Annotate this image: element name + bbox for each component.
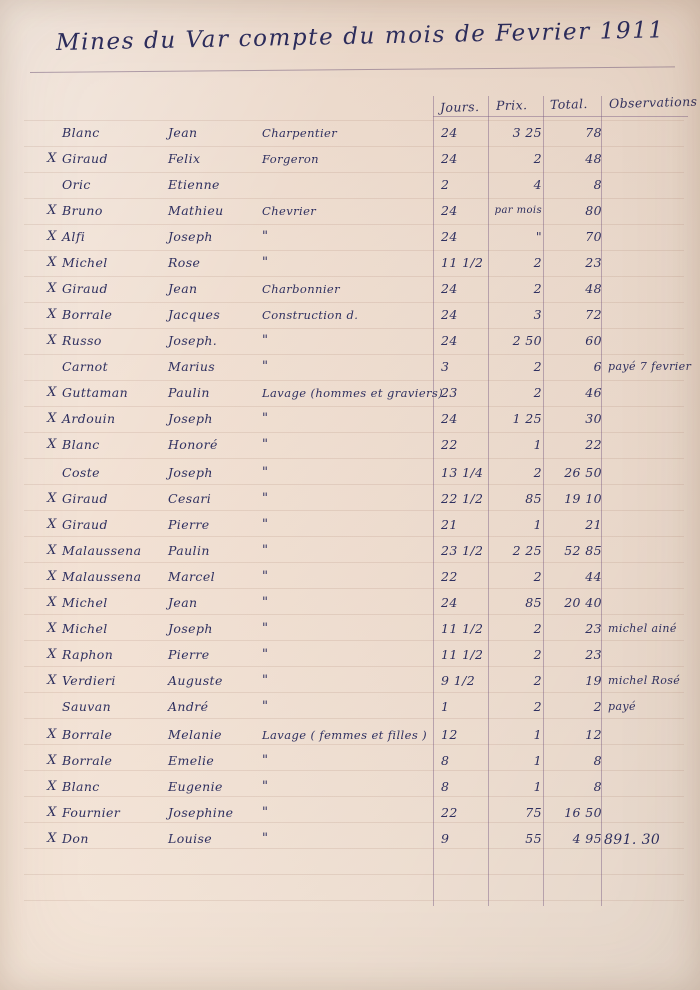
page-title: Mines du Var compte du mois de Fevrier 1911 xyxy=(55,17,665,56)
row-check-mark: X xyxy=(47,437,57,452)
row-price: 4 xyxy=(533,177,542,192)
row-last-name: Russo xyxy=(62,333,102,348)
row-check-mark: X xyxy=(47,307,57,322)
row-price: par mois xyxy=(494,205,542,216)
row-check-mark: X xyxy=(47,727,57,742)
row-check-mark: X xyxy=(47,673,57,688)
table-row xyxy=(0,832,700,858)
table-row xyxy=(0,308,700,334)
row-job: " xyxy=(262,647,269,662)
row-last-name: Michel xyxy=(62,595,108,610)
row-first-name: Honoré xyxy=(168,437,218,452)
row-first-name: Cesari xyxy=(168,491,212,506)
row-price: 1 xyxy=(533,517,542,532)
table-row xyxy=(0,412,700,438)
row-total: 23 xyxy=(585,621,602,636)
row-last-name: Blanc xyxy=(62,125,100,140)
row-job: " xyxy=(262,517,269,532)
row-price: 2 xyxy=(533,255,542,270)
row-price: 3 xyxy=(533,307,542,322)
row-job: " xyxy=(262,543,269,558)
table-row xyxy=(0,360,700,386)
row-last-name: Michel xyxy=(62,255,108,270)
row-first-name: Jean xyxy=(168,281,198,296)
row-check-mark: X xyxy=(47,517,57,532)
row-total: 6 xyxy=(593,359,602,374)
row-total: 12 xyxy=(585,727,602,742)
row-last-name: Blanc xyxy=(62,779,100,794)
row-price: 2 xyxy=(533,359,542,374)
row-first-name: Louise xyxy=(168,831,213,846)
column-header-days: Jours. xyxy=(439,98,480,115)
row-days: 24 xyxy=(441,307,458,322)
row-price: 2 xyxy=(533,281,542,296)
row-days: 24 xyxy=(441,333,458,348)
row-job: Chevrier xyxy=(262,204,317,218)
row-first-name: Rose xyxy=(168,255,201,270)
row-last-name: Coste xyxy=(62,465,100,480)
row-price: 85 xyxy=(525,595,542,610)
row-price: 2 50 xyxy=(512,333,542,348)
table-row xyxy=(0,256,700,282)
row-total: 52 85 xyxy=(564,543,602,558)
row-check-mark: X xyxy=(47,595,57,610)
row-first-name: Joseph xyxy=(168,465,213,480)
row-first-name: Emelie xyxy=(168,753,215,768)
row-days: 23 xyxy=(441,385,458,400)
row-days: 24 xyxy=(441,281,458,296)
row-last-name: Fournier xyxy=(62,805,121,820)
row-days: 2 xyxy=(441,177,450,192)
row-first-name: Pierre xyxy=(168,517,210,532)
table-row xyxy=(0,178,700,204)
row-job: " xyxy=(262,465,269,480)
table-row xyxy=(0,438,700,464)
row-total: 44 xyxy=(585,569,602,584)
row-days: 12 xyxy=(441,727,458,742)
table-row xyxy=(0,754,700,780)
row-total: 70 xyxy=(585,229,602,244)
row-first-name: Jacques xyxy=(168,307,221,322)
row-last-name: Giraud xyxy=(62,151,108,166)
row-first-name: Marcel xyxy=(168,569,216,584)
row-price: 1 xyxy=(533,727,542,742)
row-price: 1 xyxy=(533,437,542,452)
row-days: 9 xyxy=(441,831,450,846)
row-observation: payé 7 fevrier xyxy=(608,360,692,373)
row-last-name: Ardouin xyxy=(62,411,116,426)
row-price: 1 xyxy=(533,753,542,768)
row-job: " xyxy=(262,437,269,452)
row-last-name: Guttaman xyxy=(62,385,129,400)
row-total: 80 xyxy=(585,203,602,218)
row-total: 22 xyxy=(585,437,602,452)
row-total: 4 95 xyxy=(572,831,602,846)
row-job: " xyxy=(262,673,269,688)
row-total: 46 xyxy=(585,385,602,400)
row-first-name: Jean xyxy=(168,125,198,140)
column-header-observations: Observations xyxy=(608,93,698,111)
row-total: 48 xyxy=(585,281,602,296)
row-job: " xyxy=(262,333,269,348)
table-row xyxy=(0,674,700,700)
row-check-mark: X xyxy=(47,753,57,768)
row-price: 2 xyxy=(533,699,542,714)
row-days: 24 xyxy=(441,229,458,244)
row-total: 21 xyxy=(585,517,602,532)
row-price: 2 xyxy=(533,673,542,688)
table-row xyxy=(0,386,700,412)
row-job: " xyxy=(262,255,269,270)
row-first-name: Auguste xyxy=(168,673,223,688)
row-price: 75 xyxy=(525,805,542,820)
row-first-name: Joseph xyxy=(168,621,213,636)
title-underline xyxy=(30,66,675,73)
table-row xyxy=(0,700,700,726)
row-last-name: Borrale xyxy=(62,307,113,322)
row-last-name: Giraud xyxy=(62,517,108,532)
row-days: 22 xyxy=(441,569,458,584)
row-days: 24 xyxy=(441,411,458,426)
table-row xyxy=(0,570,700,596)
table-row xyxy=(0,728,700,754)
row-job: " xyxy=(262,569,269,584)
row-days: 21 xyxy=(441,517,458,532)
table-row xyxy=(0,544,700,570)
row-days: 24 xyxy=(441,595,458,610)
row-total: 19 xyxy=(585,673,602,688)
row-job: Lavage ( femmes et filles ) xyxy=(262,728,428,742)
row-observation: michel ainé xyxy=(608,622,677,635)
row-last-name: Don xyxy=(62,831,89,846)
row-total: 26 50 xyxy=(564,465,602,480)
row-check-mark: X xyxy=(47,569,57,584)
row-observation: michel Rosé xyxy=(608,674,681,687)
row-days: 11 1/2 xyxy=(441,621,484,636)
row-check-mark: X xyxy=(47,491,57,506)
table-row xyxy=(0,466,700,492)
table-row xyxy=(0,230,700,256)
row-price: " xyxy=(535,229,542,244)
row-first-name: Jean xyxy=(168,595,198,610)
row-days: 24 xyxy=(441,125,458,140)
table-row xyxy=(0,334,700,360)
row-last-name: Verdieri xyxy=(62,673,116,688)
row-last-name: Bruno xyxy=(62,203,103,218)
row-total: 30 xyxy=(585,411,602,426)
row-total: 2 xyxy=(593,699,602,714)
row-job: Lavage (hommes et graviers) xyxy=(262,386,444,400)
row-job: " xyxy=(262,699,269,714)
row-check-mark: X xyxy=(47,621,57,636)
row-first-name: Mathieu xyxy=(168,203,224,218)
row-last-name: Alfi xyxy=(62,229,86,244)
table-row xyxy=(0,518,700,544)
row-total: 8 xyxy=(593,753,602,768)
row-job: " xyxy=(262,229,269,244)
row-job: Charbonnier xyxy=(262,282,341,296)
row-check-mark: X xyxy=(47,151,57,166)
row-job: " xyxy=(262,491,269,506)
row-check-mark: X xyxy=(47,411,57,426)
row-price: 55 xyxy=(525,831,542,846)
row-first-name: Paulin xyxy=(168,385,210,400)
row-job: " xyxy=(262,753,269,768)
grand-total: 891. 30 xyxy=(604,832,661,848)
row-total: 8 xyxy=(593,177,602,192)
row-last-name: Sauvan xyxy=(62,699,112,714)
row-price: 2 25 xyxy=(512,543,542,558)
row-total: 19 10 xyxy=(564,491,602,506)
row-first-name: Josephine xyxy=(168,805,234,820)
row-total: 72 xyxy=(585,307,602,322)
row-last-name: Oric xyxy=(62,177,91,192)
row-first-name: Felix xyxy=(168,151,201,166)
row-days: 23 1/2 xyxy=(441,543,484,558)
row-check-mark: X xyxy=(47,281,57,296)
row-check-mark: X xyxy=(47,831,57,846)
row-last-name: Borrale xyxy=(62,727,113,742)
row-check-mark: X xyxy=(47,647,57,662)
row-job: Construction d. xyxy=(262,308,359,322)
row-check-mark: X xyxy=(47,255,57,270)
table-row xyxy=(0,648,700,674)
row-last-name: Carnot xyxy=(62,359,108,374)
row-job: " xyxy=(262,621,269,636)
row-price: 2 xyxy=(533,151,542,166)
row-price: 1 xyxy=(533,779,542,794)
table-row xyxy=(0,126,700,152)
row-first-name: Paulin xyxy=(168,543,210,558)
row-first-name: André xyxy=(168,699,209,714)
row-days: 11 1/2 xyxy=(441,255,484,270)
row-total: 60 xyxy=(585,333,602,348)
row-check-mark: X xyxy=(47,203,57,218)
table-row xyxy=(0,806,700,832)
row-total: 23 xyxy=(585,647,602,662)
row-first-name: Joseph. xyxy=(168,333,218,348)
header-rule xyxy=(433,116,688,117)
column-header-total: Total. xyxy=(549,96,588,112)
row-job: Charpentier xyxy=(262,126,338,140)
row-days: 22 xyxy=(441,805,458,820)
row-last-name: Borrale xyxy=(62,753,113,768)
row-job: " xyxy=(262,359,269,374)
row-price: 1 25 xyxy=(512,411,542,426)
row-job: " xyxy=(262,779,269,794)
row-price: 85 xyxy=(525,491,542,506)
row-observation: payé xyxy=(608,700,636,713)
row-first-name: Eugenie xyxy=(168,779,223,794)
table-row xyxy=(0,780,700,806)
table-row xyxy=(0,622,700,648)
row-check-mark: X xyxy=(47,805,57,820)
column-header-price: Prix. xyxy=(495,97,528,113)
row-check-mark: X xyxy=(47,543,57,558)
row-total: 20 40 xyxy=(564,595,602,610)
row-check-mark: X xyxy=(47,229,57,244)
row-last-name: Malaussena xyxy=(62,569,142,584)
row-days: 1 xyxy=(441,699,450,714)
row-days: 24 xyxy=(441,151,458,166)
row-days: 9 1/2 xyxy=(441,673,476,688)
row-price: 2 xyxy=(533,385,542,400)
row-first-name: Melanie xyxy=(168,727,222,742)
row-days: 11 1/2 xyxy=(441,647,484,662)
row-first-name: Joseph xyxy=(168,229,213,244)
row-job: " xyxy=(262,805,269,820)
row-days: 8 xyxy=(441,779,450,794)
row-job: " xyxy=(262,411,269,426)
row-check-mark: X xyxy=(47,385,57,400)
table-row xyxy=(0,204,700,230)
row-last-name: Blanc xyxy=(62,437,100,452)
row-first-name: Pierre xyxy=(168,647,210,662)
table-row xyxy=(0,282,700,308)
row-price: 2 xyxy=(533,569,542,584)
row-days: 3 xyxy=(441,359,450,374)
row-total: 16 50 xyxy=(564,805,602,820)
table-row xyxy=(0,492,700,518)
row-price: 2 xyxy=(533,465,542,480)
row-total: 8 xyxy=(593,779,602,794)
row-total: 23 xyxy=(585,255,602,270)
table-row xyxy=(0,152,700,178)
row-first-name: Joseph xyxy=(168,411,213,426)
row-days: 8 xyxy=(441,753,450,768)
row-last-name: Giraud xyxy=(62,491,108,506)
row-check-mark: X xyxy=(47,779,57,794)
row-total: 48 xyxy=(585,151,602,166)
row-days: 22 xyxy=(441,437,458,452)
row-first-name: Etienne xyxy=(168,177,220,192)
row-total: 78 xyxy=(585,125,602,140)
row-check-mark: X xyxy=(47,333,57,348)
row-last-name: Raphon xyxy=(62,647,114,662)
row-price: 3 25 xyxy=(512,125,542,140)
row-last-name: Giraud xyxy=(62,281,108,296)
row-job: Forgeron xyxy=(262,152,319,166)
row-last-name: Michel xyxy=(62,621,108,636)
table-row xyxy=(0,596,700,622)
row-job: " xyxy=(262,831,269,846)
row-price: 2 xyxy=(533,621,542,636)
row-price: 2 xyxy=(533,647,542,662)
row-job: " xyxy=(262,595,269,610)
row-days: 24 xyxy=(441,203,458,218)
row-days: 13 1/4 xyxy=(441,465,484,480)
row-first-name: Marius xyxy=(168,359,216,374)
row-last-name: Malaussena xyxy=(62,543,142,558)
row-days: 22 1/2 xyxy=(441,491,484,506)
